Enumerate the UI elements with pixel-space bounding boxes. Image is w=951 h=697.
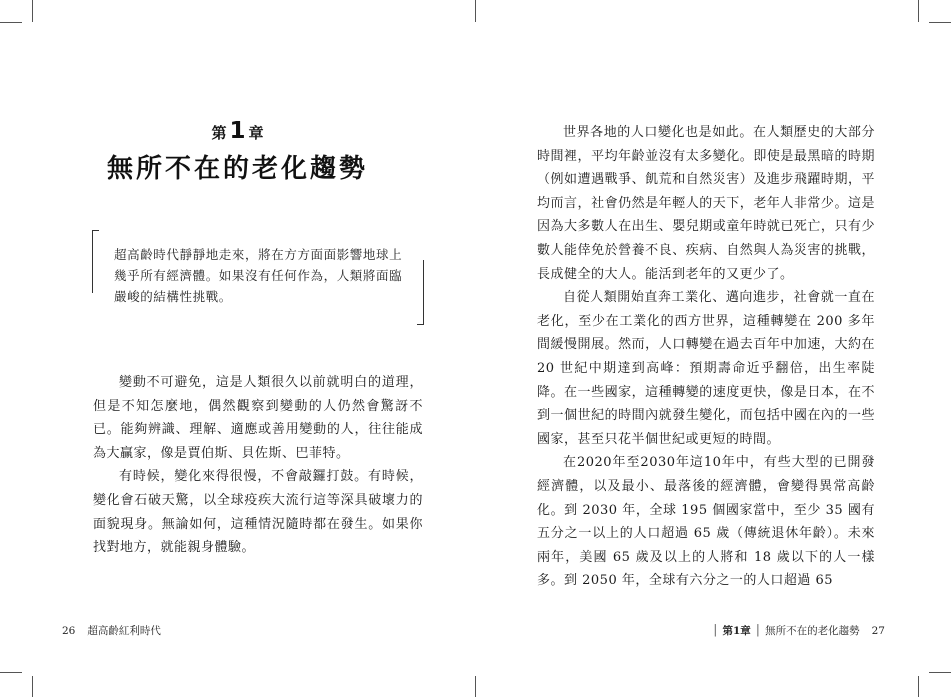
quote-bracket-right bbox=[423, 260, 424, 325]
quote-bracket-top bbox=[92, 230, 99, 231]
right-footer bbox=[708, 623, 885, 638]
pull-quote-box bbox=[92, 230, 424, 325]
body-paragraph: 有時候，變化來得很慢，不會敲鑼打鼓。有時候，變化會石破天驚，以全球疫疾大流行這等深具破壞力的面貌現身。無論如何，這種情況隨時都在發生。如果你找對地方，就能親身體驗。 bbox=[93, 469, 423, 556]
body-paragraph: 世界各地的人口變化也是如此。在人類歷史的大部分時間裡，平均年齡並沒有太多變化。即使是最黑暗的時期（例如遭遇戰爭、飢荒和自然災害）及進步飛躍時期，平均而言，社會仍然是年輕人的天下，老年人非常少。這是因為大多數人在出生、嬰兒期或童年時就已死亡，只有少數人能倖免於營養不良、疾病、自然與人為災害的挑戰，長成健全的大人。能活到老年的又更少了。 bbox=[537, 125, 875, 282]
left-page bbox=[0, 0, 475, 697]
chapter-suffix: 章 bbox=[248, 124, 264, 142]
left-footer bbox=[62, 623, 161, 638]
quote-bracket-left bbox=[92, 230, 93, 293]
body-paragraph: 在2020年至2030年這10年中，有些大型的已開發經濟體，以及最小、最落後的經濟體，會變得異常高齡化。到 2030 年，全球 195 個國家當中，至少 35 國有五分之一以上的人口超過 65 歲（傳統退休年齡）。未來兩年，美國 65 歲及以上的人將和 18 歲以下的人一樣多。到 2050 年，全球有六分之一的人口超過 65 bbox=[537, 455, 875, 589]
chapter-prefix: 第 bbox=[211, 124, 227, 142]
book-title: 超高齡紅利時代 bbox=[87, 625, 161, 637]
quote-bracket-bottom bbox=[417, 324, 424, 325]
chapter-label bbox=[0, 118, 475, 144]
pull-quote-text: 超高齡時代靜靜地走來，將在方方面面影響地球上幾乎所有經濟體。如果沒有任何作為，人類將面臨嚴峻的結構性挑戰。 bbox=[114, 247, 403, 304]
body-paragraph: 變動不可避免，這是人類很久以前就明白的道理，但是不知怎麼地，偶然觀察到變動的人仍然會驚訝不已。能夠辨識、理解、適應或善用變動的人，往往能成為大贏家，像是賈伯斯、貝佐斯、巴菲特。 bbox=[93, 375, 423, 461]
right-body-text bbox=[537, 121, 875, 593]
chapter-number: 1 bbox=[229, 118, 246, 144]
body-paragraph: 自從人類開始直奔工業化、邁向進步，社會就一直在老化，至少在工業化的西方世界，這種轉變在 200 多年間緩慢開展。然而，人口轉變在過去百年中加速，大約在 20 世紀中期達到高峰：預期壽命近乎翻倍，出生率陡降。在一些國家，這種轉變的速度更快，像是日本，在不到一個世紀的時間內就發生變化，而包括中國在內的一些國家，甚至只花半個世紀或更短的時間。 bbox=[537, 290, 875, 447]
page-number: 26 bbox=[62, 625, 76, 637]
right-page bbox=[476, 0, 951, 697]
running-title: 無所不在的老化趨勢 bbox=[765, 625, 860, 637]
footer-separator: │ bbox=[712, 625, 719, 637]
left-body-text bbox=[93, 371, 423, 560]
chapter-title: 無所不在的老化趨勢 bbox=[106, 154, 368, 184]
running-chapter: 第1章 bbox=[722, 625, 751, 637]
page-number: 27 bbox=[871, 625, 885, 637]
footer-separator: │ bbox=[754, 625, 762, 637]
